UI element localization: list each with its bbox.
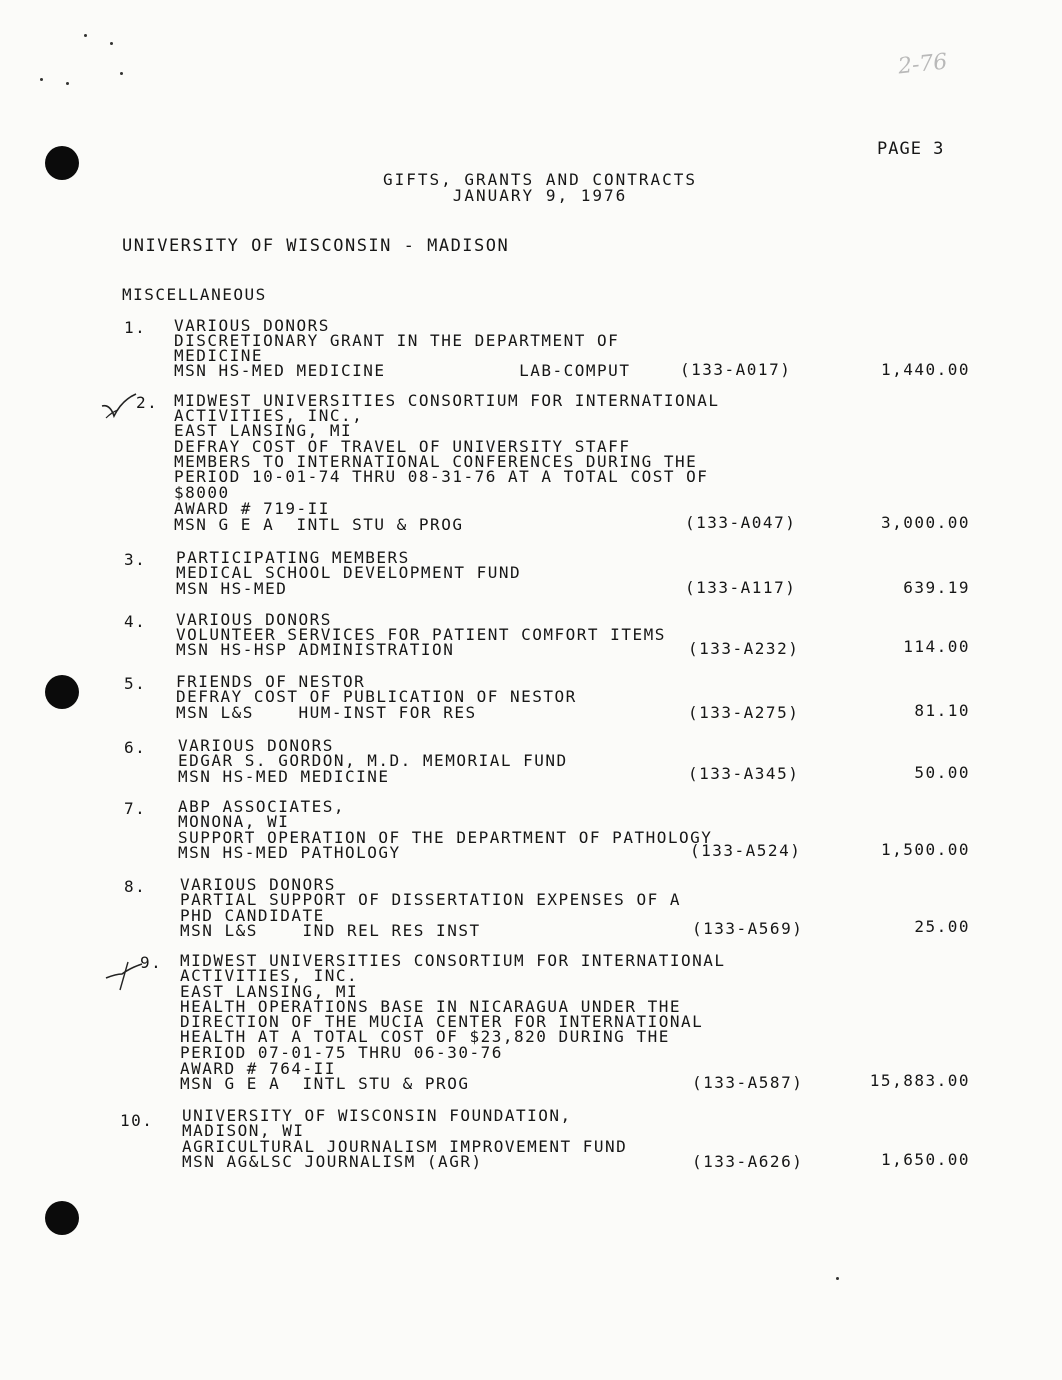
amount: 81.10 (914, 701, 970, 720)
entry-line: AWARD # 719-II (174, 499, 330, 518)
amount: 1,440.00 (880, 360, 970, 379)
speck (66, 82, 69, 85)
speck (836, 1277, 839, 1280)
entry-line: $8000 (174, 483, 230, 502)
entry-line: MIDWEST UNIVERSITIES CONSORTIUM FOR INTERNATIONAL (180, 951, 726, 970)
amount: 1,500.00 (880, 840, 970, 859)
amount: 114.00 (903, 637, 970, 656)
entry-line: VARIOUS DONORS (176, 610, 332, 629)
amount: 3,000.00 (880, 513, 970, 532)
entry-line: DISCRETIONARY GRANT IN THE DEPARTMENT OF (174, 331, 620, 350)
entry-line: VARIOUS DONORS (174, 316, 330, 335)
entry-line: MSN G E A INTL STU & PROG (174, 515, 464, 534)
entry-line: MSN AG&LSC JOURNALISM (AGR) (182, 1152, 483, 1171)
entry-line: VARIOUS DONORS (180, 875, 336, 894)
entry-line: ACTIVITIES, INC., (174, 406, 364, 425)
punch-hole (45, 675, 79, 709)
entry-line: ACTIVITIES, INC. (180, 966, 359, 985)
speck (84, 34, 87, 37)
entry-number: 8. (124, 877, 147, 896)
entry-line: MSN L&S HUM-INST FOR RES (176, 703, 477, 722)
page-number: PAGE 3 (877, 139, 945, 159)
entry-line: MADISON, WI (182, 1121, 305, 1140)
speck (120, 72, 123, 75)
amount: 639.19 (903, 578, 970, 597)
entry-line: VOLUNTEER SERVICES FOR PATIENT COMFORT ITEMS (176, 625, 666, 644)
entry-line: DEFRAY COST OF PUBLICATION OF NESTOR (176, 687, 577, 706)
account-code: (133-A524) (690, 841, 802, 860)
entry-line: FRIENDS OF NESTOR (176, 672, 366, 691)
entry-line: MSN HS-HSP ADMINISTRATION (176, 640, 455, 659)
entry-line: PERIOD 07-01-75 THRU 06-30-76 (180, 1043, 503, 1062)
entry-line: MONONA, WI (178, 812, 290, 831)
entry-line: MSN L&S IND REL RES INST (180, 921, 481, 940)
entry-line: AWARD # 764-II (180, 1059, 336, 1078)
entry-line: MEDICINE (174, 346, 264, 365)
entry-line: DEFRAY COST OF TRAVEL OF UNIVERSITY STAFF (174, 437, 631, 456)
account-code: (133-A232) (688, 639, 800, 658)
account-code: (133-A626) (692, 1152, 804, 1171)
entry-line: HEALTH OPERATIONS BASE IN NICARAGUA UNDER THE (180, 997, 681, 1016)
punch-hole (45, 1201, 79, 1235)
entry-line: EDGAR S. GORDON, M.D. MEMORIAL FUND (178, 751, 568, 770)
amount: 15,883.00 (869, 1071, 970, 1090)
entry-line: AGRICULTURAL JOURNALISM IMPROVEMENT FUND (182, 1137, 628, 1156)
entry-line: SUPPORT OPERATION OF THE DEPARTMENT OF PATHOLOGY (178, 828, 713, 847)
entry-line: MEMBERS TO INTERNATIONAL CONFERENCES DURING THE (174, 452, 698, 471)
entry-number: 10. (120, 1111, 154, 1130)
entry-number: 9. (140, 953, 163, 972)
entry-number: 1. (124, 318, 147, 337)
account-code: (133-A275) (688, 703, 800, 722)
entry-line: PERIOD 10-01-74 THRU 08-31-76 AT A TOTAL COST OF (174, 467, 709, 486)
account-code: (133-A569) (692, 919, 804, 938)
entry-line: PARTICIPATING MEMBERS (176, 548, 410, 567)
entry-number: 4. (124, 612, 147, 631)
title-line: GIFTS, GRANTS AND CONTRACTS (382, 170, 698, 189)
account-code: (133-A047) (685, 513, 797, 532)
entry-line: MSN HS-MED PATHOLOGY (178, 843, 401, 862)
entry-number: 7. (124, 799, 147, 818)
speck (110, 42, 113, 45)
entry-line: MSN G E A INTL STU & PROG (180, 1074, 470, 1093)
entry-line: MEDICAL SCHOOL DEVELOPMENT FUND (176, 563, 522, 582)
document-title (300, 172, 780, 204)
check-mark-icon (98, 392, 138, 426)
entry-line: PARTIAL SUPPORT OF DISSERTATION EXPENSES OF A (180, 890, 681, 909)
entry-line: HEALTH AT A TOTAL COST OF $23,820 DURING THE (180, 1027, 670, 1046)
entry-number: 6. (124, 738, 147, 757)
entry-line: MSN HS-MED MEDICINE (178, 767, 390, 786)
section-heading: MISCELLANEOUS (122, 285, 267, 304)
organization-name: UNIVERSITY OF WISCONSIN - MADISON (122, 236, 510, 256)
entry-line: DIRECTION OF THE MUCIA CENTER FOR INTERNATIONAL (180, 1012, 704, 1031)
entry-line: MSN HS-MED (176, 579, 288, 598)
entry-line: MSN HS-MED MEDICINE LAB-COMPUT (174, 361, 631, 380)
amount: 1,650.00 (880, 1150, 970, 1169)
entry-line: PHD CANDIDATE (180, 906, 325, 925)
speck (40, 78, 43, 81)
account-code: (133-A345) (688, 764, 800, 783)
entry-line: ABP ASSOCIATES, (178, 797, 345, 816)
check-mark-icon (104, 958, 144, 992)
entry-number: 2. (136, 393, 159, 412)
account-code: (133-A117) (685, 578, 797, 597)
entry-line: VARIOUS DONORS (178, 736, 334, 755)
account-code: (133-A587) (692, 1073, 804, 1092)
title-date: JANUARY 9, 1976 (452, 186, 628, 205)
account-code: (133-A017) (680, 360, 792, 379)
entry-line: UNIVERSITY OF WISCONSIN FOUNDATION, (182, 1106, 572, 1125)
entry-number: 5. (124, 674, 147, 693)
amount: 50.00 (914, 763, 970, 782)
amount: 25.00 (914, 917, 970, 936)
handwritten-note: 2-76 (896, 49, 949, 80)
punch-hole (45, 146, 79, 180)
entry-line: MIDWEST UNIVERSITIES CONSORTIUM FOR INTERNATIONAL (174, 391, 720, 410)
entry-line: EAST LANSING, MI (174, 421, 353, 440)
entry-number: 3. (124, 550, 147, 569)
entry-line: EAST LANSING, MI (180, 982, 359, 1001)
